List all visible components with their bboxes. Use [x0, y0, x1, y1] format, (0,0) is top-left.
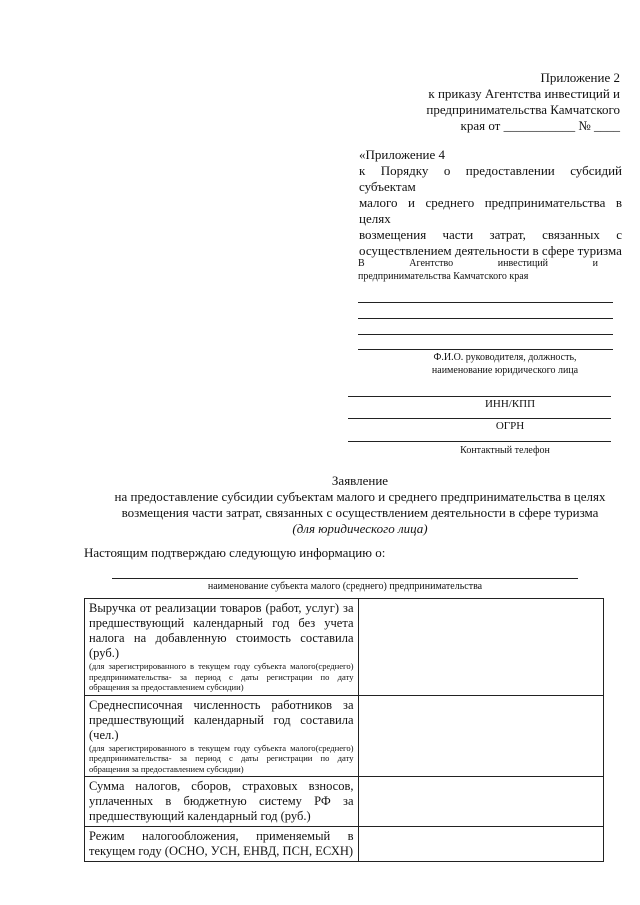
question-cell [85, 599, 359, 696]
inn-fill-line[interactable] [348, 396, 611, 397]
answer-cell[interactable] [358, 695, 603, 777]
table-row [85, 777, 604, 827]
intro-text: Настоящим подтверждаю следующую информацию о: [84, 545, 386, 560]
appendix-4-line-4: возмещения части затрат, связанных с [359, 227, 622, 242]
answer-cell[interactable] [358, 777, 603, 827]
addressee-word-1: В [358, 258, 365, 269]
document-title [80, 473, 640, 537]
fio-caption [400, 351, 610, 377]
fio-caption-line-1: Ф.И.О. руководителя, должность, [433, 352, 577, 363]
answer-cell[interactable] [358, 827, 603, 862]
appendix-2-header [420, 70, 620, 134]
question-main: Режим налогообложения, применяемый в текущем году (ОСНО, УСН, ЕНВД, ПСН, ЕСХН) [89, 829, 354, 858]
table-row [85, 599, 604, 696]
appendix-4-header [359, 147, 622, 259]
table-row [85, 827, 604, 862]
appendix-2-line-1: Приложение 2 [540, 70, 620, 85]
fill-line-2[interactable] [358, 318, 613, 319]
subject-name-fill-line[interactable] [112, 578, 578, 579]
question-cell [85, 827, 359, 862]
title-line-4: (для юридического лица) [292, 521, 428, 536]
info-table [84, 598, 604, 862]
question-note: (для зарегистрированного в текущем году субъекта малого(среднего) предпринимательства- за период с даты регистрации по дату обращения за предоставлением субсидии) [89, 661, 354, 692]
question-main: Среднесписочная численность работников за предшествующий календарный год составила (чел.) [89, 697, 354, 742]
appendix-4-line-3: малого и среднего предпринимательства в целях [359, 195, 622, 226]
question-cell [85, 695, 359, 777]
appendix-2-line-4: края от ___________ № ____ [460, 118, 620, 133]
addressee-word-4: и [592, 258, 598, 269]
question-main: Выручка от реализации товаров (работ, услуг) за предшествующий календарный год без учета налога на добавленную стоимость составила (руб.) [89, 601, 354, 660]
fill-line-3[interactable] [358, 334, 613, 335]
title-line-3: возмещения части затрат, связанных с осуществлением деятельности в сфере туризма [121, 505, 599, 520]
phone-caption: Контактный телефон [460, 445, 550, 456]
inn-caption: ИНН/КПП [484, 398, 536, 410]
fio-caption-line-2: наименование юридического лица [431, 365, 579, 376]
addressee-word-2: Агентство [409, 258, 454, 269]
appendix-4-line-5: осуществлением деятельности в сфере туризма [359, 243, 622, 258]
question-main: Сумма налогов, сборов, страховых взносов, уплаченных в бюджетную систему РФ за предшествующий календарный год (руб.) [89, 779, 354, 823]
answer-cell[interactable] [358, 599, 603, 696]
title-line-2: на предоставление субсидии субъектам малого и среднего предпринимательства в целях [114, 489, 606, 504]
ogrn-caption: ОГРН [495, 420, 525, 432]
appendix-4-line-1: «Приложение 4 [359, 147, 446, 162]
title-word: Заявление [331, 473, 389, 488]
fill-line-4[interactable] [358, 349, 613, 350]
subject-caption: наименование субъекта малого (среднего) предпринимательства [207, 581, 483, 592]
appendix-2-line-3: предпринимательства Камчатского [426, 102, 620, 117]
question-note: (для зарегистрированного в текущем году субъекта малого(среднего) предпринимательства- за период с даты регистрации по дату обращения за предоставлением субсидии) [89, 742, 354, 774]
table-row [85, 695, 604, 777]
addressee-line-2: предпринимательства Камчатского края [358, 271, 529, 282]
phone-fill-line[interactable] [348, 441, 611, 442]
ogrn-fill-line[interactable] [348, 418, 611, 419]
addressee-word-3: инвестиций [497, 258, 549, 269]
question-cell [85, 777, 359, 827]
fill-line-1[interactable] [358, 302, 613, 303]
addressee [358, 257, 598, 283]
appendix-2-line-2: к приказу Агентства инвестиций и [428, 86, 620, 101]
appendix-4-line-2: к Порядку о предоставлении субсидий субъектам [359, 163, 622, 194]
